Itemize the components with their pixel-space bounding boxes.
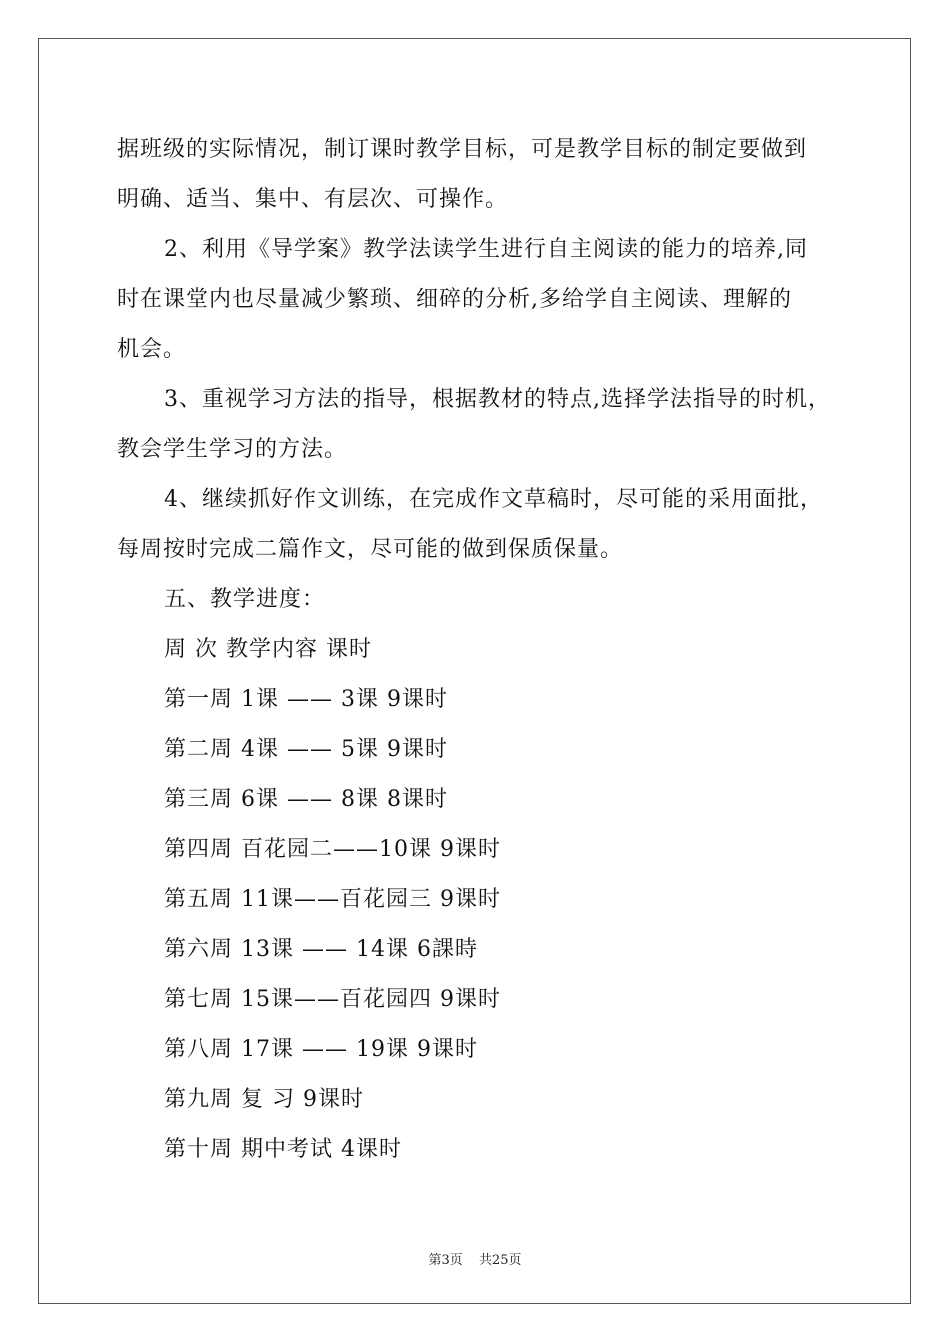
paragraph-line: 2、利用《导学案》教学法读学生进行自主阅读的能力的培养,同 — [164, 237, 808, 262]
schedule-row: 第三周 6课 —— 8课 8课时 — [164, 787, 448, 812]
schedule-row: 第一周 1课 —— 3课 9课时 — [164, 687, 448, 712]
paragraph-line: 每周按时完成二篇作文，尽可能的做到保质保量。 — [117, 537, 624, 562]
section-heading: 五、教学进度： — [164, 587, 326, 612]
schedule-row: 第八周 17课 —— 19课 9课时 — [164, 1037, 478, 1062]
paragraph-line: 4、继续抓好作文训练，在完成作文草稿时，尽可能的采用面批， — [164, 487, 823, 512]
paragraph-line: 据班级的实际情况，制订课时教学目标，可是教学目标的制定要做到 — [117, 137, 808, 162]
schedule-row: 第九周 复 习 9课时 — [164, 1087, 364, 1112]
paragraph-line: 机会。 — [117, 337, 187, 362]
schedule-row: 第七周 15课——百花园四 9课时 — [164, 987, 501, 1012]
schedule-row: 第五周 11课——百花园三 9课时 — [164, 887, 501, 912]
paragraph-line: 3、重视学习方法的指导，根据教材的特点,选择学法指导的时机， — [164, 387, 831, 412]
document-body — [117, 128, 847, 1178]
paragraph-line: 明确、适当、集中、有层次、可操作。 — [117, 187, 509, 212]
schedule-row: 第六周 13课 —— 14课 6課時 — [164, 937, 478, 962]
page-total: 共25页 — [478, 1253, 522, 1268]
schedule-header: 周 次 教学内容 课时 — [164, 637, 372, 662]
schedule-row: 第十周 期中考试 4课时 — [164, 1137, 402, 1162]
paragraph-line: 教会学生学习的方法。 — [117, 437, 348, 462]
page-footer — [0, 1249, 950, 1268]
page-number: 第3页 — [428, 1253, 463, 1268]
schedule-row: 第四周 百花园二——10课 9课时 — [164, 837, 501, 862]
schedule-row: 第二周 4课 —— 5课 9课时 — [164, 737, 448, 762]
paragraph-line: 时在课堂内也尽量减少繁琐、细碎的分析,多给学自主阅读、理解的 — [117, 287, 792, 312]
